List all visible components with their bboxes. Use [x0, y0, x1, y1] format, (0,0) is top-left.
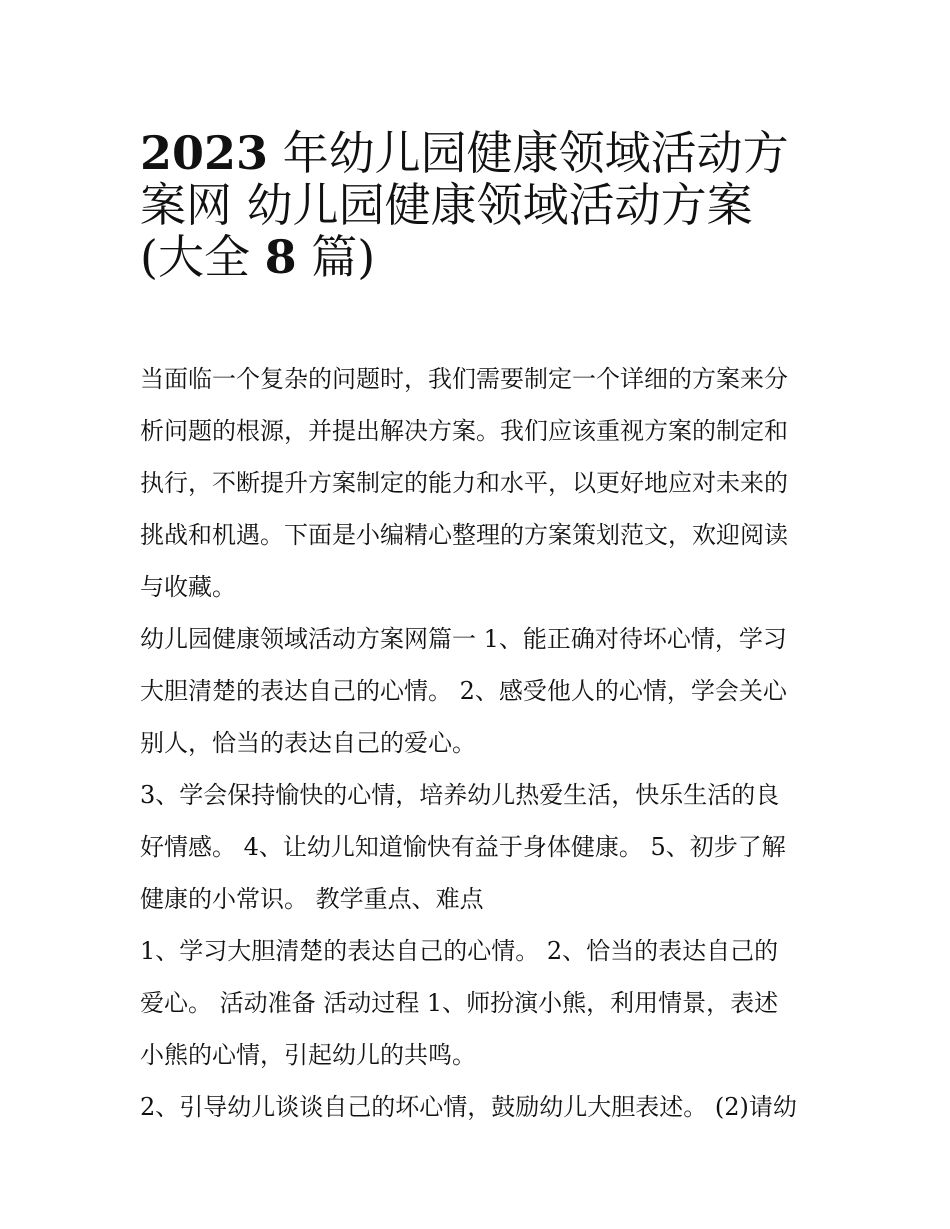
document-title	[140, 114, 820, 284]
title-text: 年幼儿园健康领域活动方	[268, 126, 789, 180]
text-line: 执行，不断提升方案制定的能力和水平，以更好地应对未来的	[140, 469, 788, 497]
title-text: 案网 幼儿园健康领域活动方案	[140, 178, 753, 232]
title-line-1	[140, 114, 820, 180]
text-line: 析问题的根源，并提出解决方案。我们应该重视方案的制定和	[140, 417, 788, 445]
title-number: 2023	[140, 126, 269, 180]
title-number: 8	[264, 230, 297, 284]
text-line: 2、引导幼儿谈谈自己的坏心情，鼓励幼儿大胆表述。 (2)请幼	[140, 1093, 797, 1121]
paragraph-process	[140, 1081, 820, 1133]
text-line: 别人，恰当的表达自己的爱心。	[140, 729, 476, 757]
text-line: 爱心。 活动准备 活动过程 1、师扮演小熊，利用情景，表述	[140, 989, 779, 1017]
title-text: (大全	[140, 230, 265, 284]
text-line: 健康的小常识。 教学重点、难点	[140, 885, 484, 913]
paragraph-section-1	[140, 613, 820, 769]
text-line: 挑战和机遇。下面是小编精心整理的方案策划范文，欢迎阅读	[140, 521, 788, 549]
title-line-2	[140, 166, 820, 232]
text-line: 小熊的心情，引起幼儿的共鸣。	[140, 1041, 476, 1069]
paragraph-key-points	[140, 925, 820, 1081]
document-body	[140, 353, 820, 1133]
paragraph-goals	[140, 769, 820, 925]
text-line: 当面临一个复杂的问题时，我们需要制定一个详细的方案来分	[140, 365, 788, 393]
text-line: 1、学习大胆清楚的表达自己的心情。 2、恰当的表达自己的	[140, 937, 779, 965]
title-text: 篇)	[296, 230, 376, 284]
text-line: 幼儿园健康领域活动方案网篇一 1、能正确对待坏心情，学习	[140, 625, 787, 653]
paragraph-intro	[140, 353, 820, 613]
text-line: 3、学会保持愉快的心情，培养幼儿热爱生活，快乐生活的良	[140, 781, 780, 809]
text-line: 大胆清楚的表达自己的心情。 2、感受他人的心情，学会关心	[140, 677, 787, 705]
text-line: 好情感。 4、让幼儿知道愉快有益于身体健康。 5、初步了解	[140, 833, 786, 861]
text-line: 与收藏。	[140, 573, 236, 601]
